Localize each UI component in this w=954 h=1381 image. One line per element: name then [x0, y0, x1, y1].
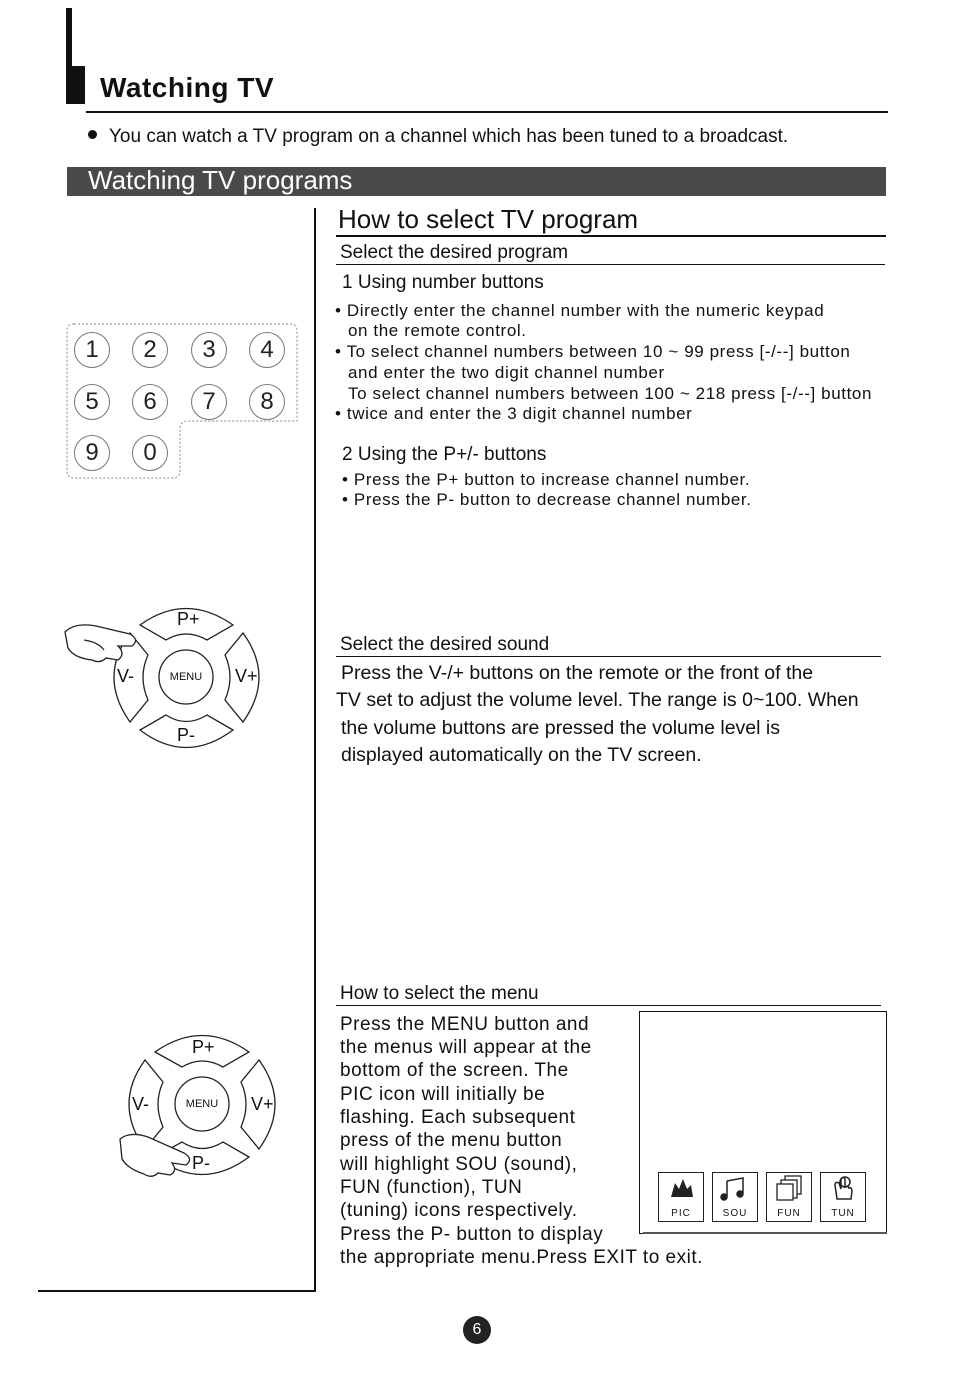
- number-line: on the remote control.: [348, 321, 527, 340]
- sound-line: displayed automatically on the TV screen.: [341, 744, 702, 766]
- intro-text: [88, 126, 788, 148]
- sound-icon: [713, 1173, 757, 1203]
- key-4: 4: [249, 332, 285, 368]
- key-0: 0: [132, 435, 168, 471]
- tun-menu-icon: TUN: [820, 1172, 866, 1222]
- bottom-rule: [38, 1290, 316, 1292]
- number-line: • twice and enter the 3 digit channel number: [335, 404, 693, 423]
- pic-menu-icon: PIC: [658, 1172, 704, 1222]
- key-5: 5: [74, 384, 110, 420]
- menu-line: the appropriate menu.Press EXIT to exit.: [340, 1247, 703, 1268]
- screen-shadow: [643, 1232, 887, 1234]
- subsection-title: How to select TV program: [338, 204, 639, 234]
- header-rule: [86, 111, 888, 113]
- number-line: and enter the two digit channel number: [348, 363, 665, 382]
- fun-menu-icon: FUN: [766, 1172, 812, 1222]
- subsection-rule: [336, 235, 886, 237]
- remote-dpad-menu: [112, 1027, 297, 1187]
- pbutton-line: • Press the P+ button to increase channel number.: [342, 470, 751, 489]
- select-sound-label: Select the desired sound: [340, 634, 550, 655]
- menu-center-label: MENU: [185, 1098, 219, 1110]
- menu-line: will highlight SOU (sound),: [340, 1154, 578, 1175]
- select-program-label: Select the desired program: [340, 242, 569, 263]
- key-1: 1: [74, 332, 110, 368]
- menu-center-label: MENU: [169, 671, 203, 683]
- sou-menu-icon: SOU: [712, 1172, 758, 1222]
- page-number: 6: [463, 1316, 491, 1344]
- column-divider: [314, 208, 316, 1292]
- function-icon: [767, 1173, 811, 1203]
- menu-line: FUN (function), TUN: [340, 1177, 523, 1198]
- tv-screen: [639, 1011, 887, 1234]
- number-line: • Directly enter the channel number with the numeric keypad: [335, 301, 825, 320]
- menu-line: flashing. Each subsequent: [340, 1107, 576, 1128]
- header-bar-foot: [66, 66, 85, 104]
- sound-line: the volume buttons are pressed the volume level is: [341, 717, 780, 739]
- picture-icon: [659, 1173, 703, 1203]
- bullet-icon: [88, 130, 97, 139]
- section-title: Watching TV programs: [88, 165, 353, 195]
- sound-line: Press the V-/+ buttons on the remote or the front of the: [341, 662, 814, 684]
- menu-line: the menus will appear at the: [340, 1037, 592, 1058]
- menu-line: (tuning) icons respectively.: [340, 1200, 578, 1221]
- number-line: • To select channel numbers between 10 ~ 99 press [-/--] button: [335, 342, 851, 361]
- v-minus-label: V-: [117, 666, 135, 686]
- key-2: 2: [132, 332, 168, 368]
- menu-line: Press the P- button to display: [340, 1224, 604, 1245]
- key-7: 7: [191, 384, 227, 420]
- menu-line: bottom of the screen. The: [340, 1060, 569, 1081]
- p-minus-label: P-: [192, 1153, 210, 1173]
- menu-line: PIC icon will initially be: [340, 1084, 546, 1105]
- key-8: 8: [249, 384, 285, 420]
- key-9: 9: [74, 435, 110, 471]
- p-plus-label: P+: [177, 609, 200, 629]
- menu-line: Press the MENU button and: [340, 1014, 590, 1035]
- select-menu-rule: [336, 1005, 881, 1006]
- number-buttons-heading: 1 Using number buttons: [342, 272, 544, 293]
- select-program-rule: [336, 264, 885, 265]
- v-plus-label: V+: [235, 666, 258, 686]
- page-title: Watching TV: [100, 72, 275, 103]
- number-line: To select channel numbers between 100 ~ 218 press [-/--] button: [348, 384, 873, 403]
- pbutton-line: • Press the P- button to decrease channel number.: [342, 490, 752, 509]
- pbutton-heading: 2 Using the P+/- buttons: [342, 444, 547, 465]
- select-menu-label: How to select the menu: [340, 983, 539, 1004]
- p-plus-label: P+: [192, 1037, 215, 1057]
- menu-line: press of the menu button: [340, 1130, 563, 1151]
- remote-dpad-volume: [60, 600, 280, 760]
- intro-text-content: You can watch a TV program on a channel which has been tuned to a broadcast.: [109, 126, 789, 147]
- tuning-icon: [821, 1173, 865, 1203]
- section-band: [67, 167, 886, 196]
- select-sound-rule: [336, 656, 881, 657]
- v-plus-label: V+: [251, 1094, 274, 1114]
- key-3: 3: [191, 332, 227, 368]
- key-6: 6: [132, 384, 168, 420]
- v-minus-label: V-: [132, 1094, 150, 1114]
- sound-line: TV set to adjust the volume level. The range is 0~100. When: [336, 689, 859, 711]
- p-minus-label: P-: [177, 725, 195, 745]
